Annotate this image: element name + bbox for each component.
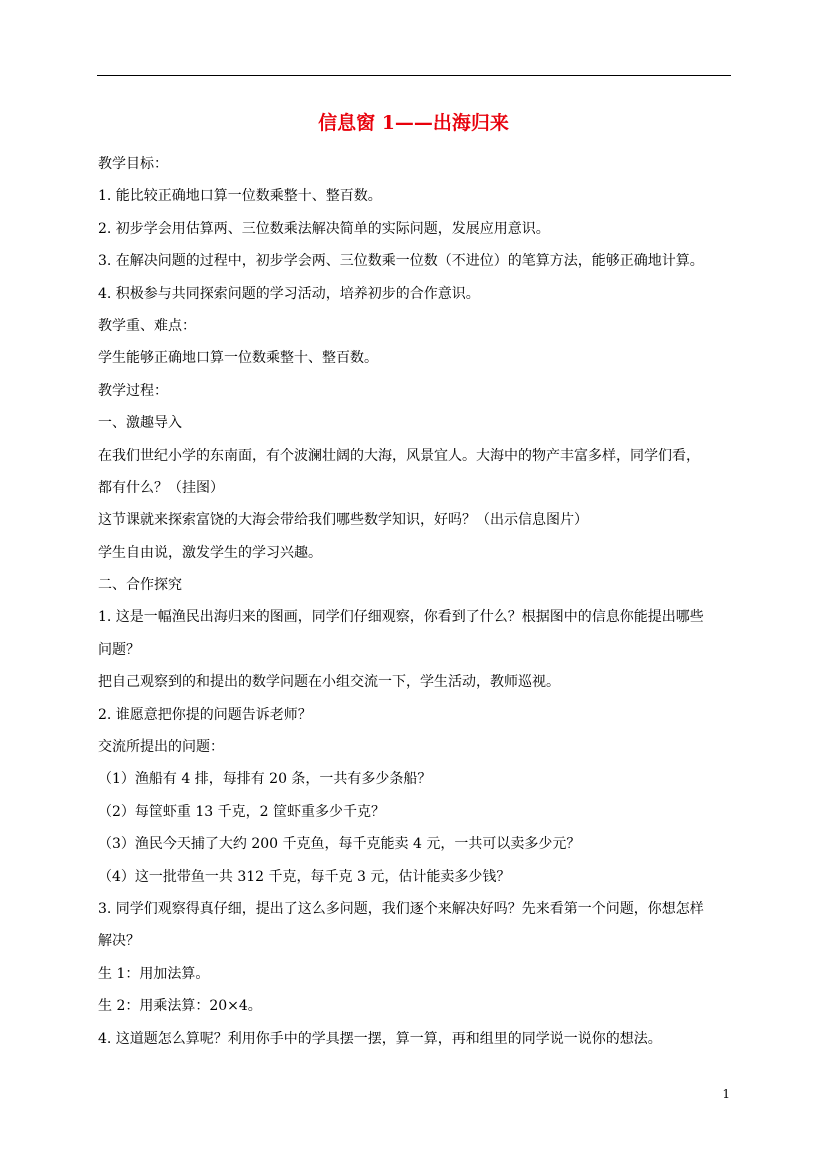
text-line: 生 2：用乘法算：20×4。 <box>98 998 262 1015</box>
header-rule <box>97 75 731 76</box>
text-line: 4. 这道题怎么算呢？利用你手中的学具摆一摆，算一算，再和组里的同学说一说你的想法。 <box>98 1030 662 1047</box>
text-line: 在我们世纪小学的东南面，有个波澜壮阔的大海，风景宜人。大海中的物产丰富多样，同学们看， <box>98 447 700 464</box>
text-line: 这节课就来探索富饶的大海会带给我们哪些数学知识，好吗？（出示信息图片） <box>98 512 588 529</box>
document-title: 信息窗 1——出海归来 <box>318 112 509 134</box>
text-line: 3. 在解决问题的过程中，初步学会两、三位数乘一位数（不进位）的笔算方法，能够正确地计算。 <box>98 253 704 270</box>
text-line: （3）渔民今天捕了大约 200 千克鱼，每千克能卖 4 元，一共可以卖多少元？ <box>98 836 581 853</box>
text-line: 都有什么？（挂图） <box>98 479 224 496</box>
text-line: （2）每筐虾重 13 千克，2 筐虾重多少千克？ <box>98 803 385 820</box>
text-line: 把自己观察到的和提出的数学问题在小组交流一下，学生活动，教师巡视。 <box>98 674 560 691</box>
text-line: 教学重、难点： <box>98 317 196 334</box>
text-line: 教学目标： <box>98 156 168 172</box>
text-line: 2. 初步学会用估算两、三位数乘法解决简单的实际问题，发展应用意识。 <box>98 220 550 237</box>
text-line: 生 1：用加法算。 <box>98 965 210 982</box>
text-line: 交流所提出的问题： <box>98 739 224 756</box>
text-line: 2. 谁愿意把你提的问题告诉老师？ <box>98 706 312 723</box>
text-line: 二、合作探究 <box>98 577 182 594</box>
text-line: 1. 能比较正确地口算一位数乘整十、整百数。 <box>98 188 382 205</box>
text-line: 学生自由说，激发学生的学习兴趣。 <box>98 544 322 561</box>
text-line: 学生能够正确地口算一位数乘整十、整百数。 <box>98 350 378 367</box>
page-number: 1 <box>722 1087 730 1101</box>
text-line: 一、激趣导入 <box>98 415 182 432</box>
text-line: （4）这一批带鱼一共 312 千克，每千克 3 元，估计能卖多少钱？ <box>98 868 511 885</box>
text-line: 教学过程： <box>98 382 168 399</box>
text-line: 4. 积极参与共同探索问题的学习活动，培养初步的合作意识。 <box>98 285 480 302</box>
text-line: 1. 这是一幅渔民出海归来的图画，同学们仔细观察，你看到了什么？根据图中的信息你能提出哪些 <box>98 609 704 626</box>
text-line: （1）渔船有 4 排，每排有 20 条，一共有多少条船？ <box>98 771 432 788</box>
document-body <box>98 148 734 1055</box>
text-line: 3. 同学们观察得真仔细，提出了这么多问题，我们逐个来解决好吗？先来看第一个问题，你想怎样 <box>98 900 704 917</box>
text-line: 解决？ <box>98 933 140 950</box>
text-line: 问题？ <box>98 641 140 658</box>
